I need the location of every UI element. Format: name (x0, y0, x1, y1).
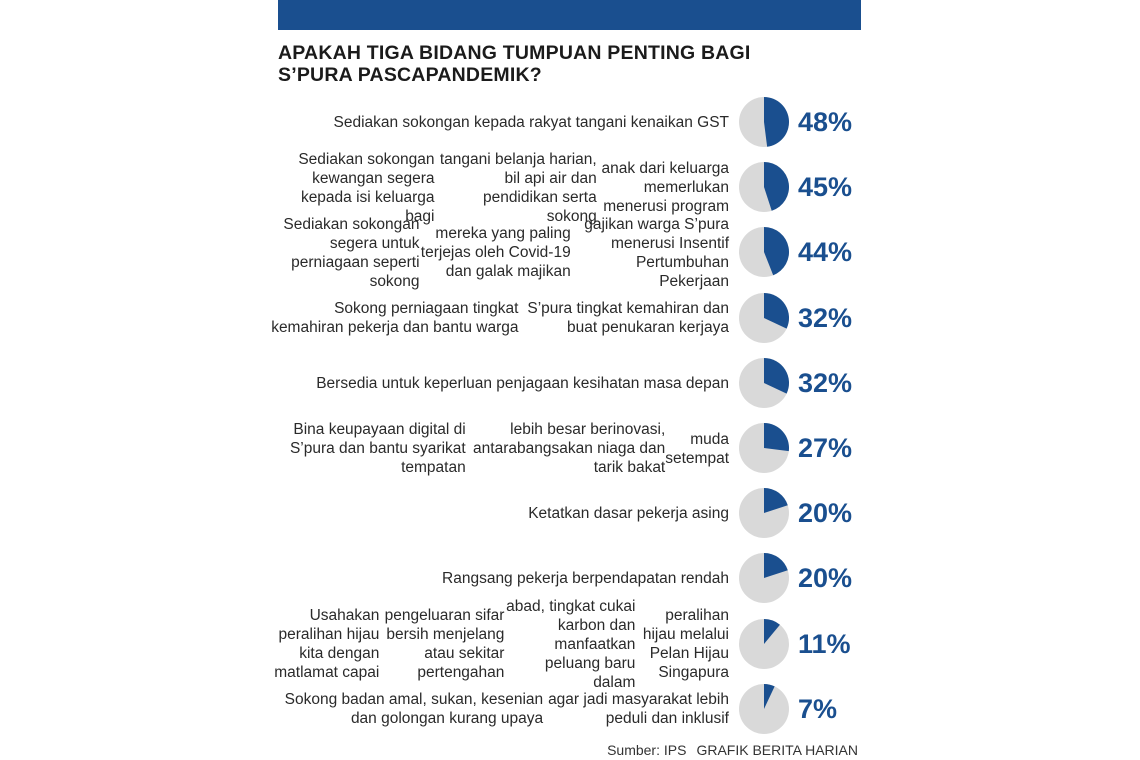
pie-chart (739, 488, 789, 538)
infographic (271, 0, 861, 760)
source-note (607, 742, 858, 758)
chart-title (278, 42, 861, 86)
row-label-line: Sediakan sokongan kepada rakyat tangani kenaikan GST (333, 114, 729, 131)
pie-value-slice (764, 423, 789, 451)
row-label (269, 351, 729, 416)
row-label-line: abad, tingkat cukai karbon dan manfaatkan peluang baru dalam (506, 597, 636, 691)
row-label (269, 150, 729, 225)
credit-text: GRAFIK BERITA HARIAN (696, 742, 858, 758)
row-label-line: Usahakan peralihan hijau kita dengan matlamat capai (274, 607, 380, 682)
survey-row (278, 677, 861, 742)
pie-chart (739, 227, 789, 277)
percentage-label: 44% (798, 237, 853, 268)
survey-row (278, 481, 861, 546)
survey-row (278, 416, 861, 481)
row-label-line: muda setempat (665, 430, 730, 467)
pie-chart (739, 619, 789, 669)
row-label (269, 677, 729, 742)
row-label-line: anak dari keluarga memerlukan menerusi program (601, 160, 729, 216)
pie-chart (739, 162, 789, 212)
source-text: Sumber: IPS (607, 742, 687, 758)
percentage-label: 7% (798, 693, 838, 724)
row-label-line: S’pura tingkat kemahiran dan buat penukaran kerjaya (527, 300, 729, 337)
row-label-line: Sediakan sokongan segera untuk perniagaan seperti sokong (283, 215, 420, 290)
row-label-line: Bina keupayaan digital di S’pura dan bantu syarikat tempatan (289, 421, 466, 476)
row-label-line: Sokong perniagaan tingkat kemahiran pekerja dan bantu warga (271, 300, 519, 337)
survey-row (274, 597, 861, 691)
row-label-line: mereka yang paling terjejas oleh Covid-19 dan galak majikan (420, 225, 571, 281)
pie-chart (739, 293, 789, 343)
row-label-line: Bersedia untuk keperluan penjagaan kesihatan masa depan (316, 374, 729, 392)
title-line-2: S’PURA PASCAPANDEMIK? (278, 64, 542, 86)
row-label (269, 215, 729, 290)
percentage-label: 20% (798, 498, 853, 529)
row-label-line: Ketatkan dasar pekerja asing (528, 505, 729, 523)
survey-row (271, 286, 861, 351)
row-label-line: peralihan hijau melalui Pelan Hijau Singapura (642, 607, 729, 682)
header-bar (278, 0, 861, 30)
row-label-line: Rangsang pekerja berpendapatan rendah (442, 570, 729, 588)
row-label-line: agar jadi masyarakat lebih peduli dan inklusif (548, 691, 729, 728)
pie-chart (739, 684, 789, 734)
row-label (269, 90, 729, 155)
percentage-label: 11% (798, 628, 851, 659)
percentage-label: 32% (798, 367, 853, 398)
row-label-line: tangani belanja harian, bil api air dan pendidikan serta sokong (439, 150, 597, 225)
survey-row (278, 351, 861, 416)
survey-row (278, 90, 861, 155)
survey-row (278, 150, 861, 225)
pie-chart (739, 358, 789, 408)
survey-row (278, 215, 861, 290)
row-label (269, 597, 729, 691)
percentage-label: 45% (798, 172, 853, 203)
row-label (269, 416, 729, 481)
row-label-line: gajikan warga S’pura menerusi Insentif Pertumbuhan Pekerjaan (584, 215, 729, 290)
title-line-1: APAKAH TIGA BIDANG TUMPUAN PENTING BAGI (278, 42, 751, 64)
row-label-line: Sediakan sokongan kewangan segera kepada isi keluarga bagi (298, 150, 435, 225)
percentage-label: 32% (798, 302, 853, 333)
pie-value-slice (764, 97, 789, 147)
row-label (269, 286, 729, 351)
pie-chart (739, 97, 789, 147)
row-label (269, 481, 729, 546)
pie-chart (739, 553, 789, 603)
percentage-label: 48% (798, 107, 853, 137)
row-label (269, 546, 729, 611)
pie-chart (739, 423, 789, 473)
row-label-line: Sokong badan amal, sukan, kesenian dan golongan kurang upaya (284, 691, 544, 728)
row-label-line: pengeluaran sifar bersih menjelang atau sekitar pertengahan (384, 607, 505, 682)
percentage-label: 27% (798, 433, 853, 463)
row-label-line: lebih besar berinovasi, antarabangsakan niaga dan tarik bakat (473, 421, 666, 476)
percentage-label: 20% (798, 563, 853, 594)
